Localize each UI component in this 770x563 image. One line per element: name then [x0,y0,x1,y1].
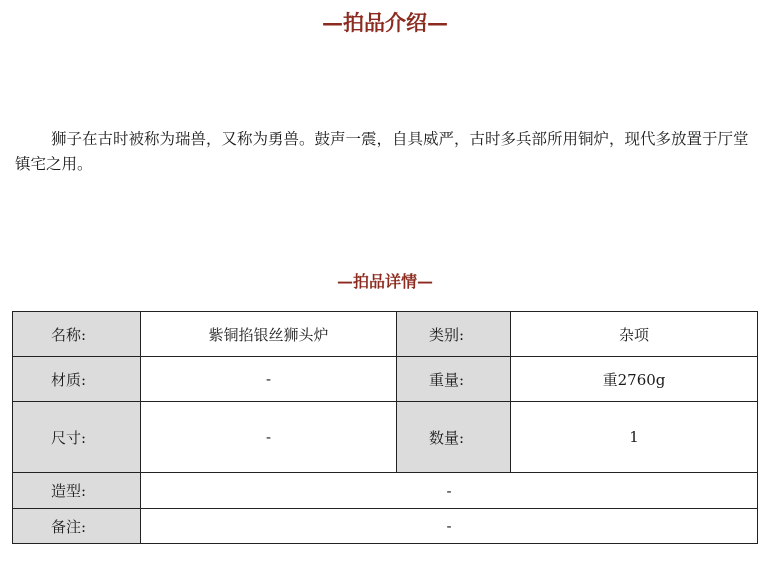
name-value: 紫铜掐银丝狮头炉 [141,312,397,357]
details-table [12,311,758,544]
weight-value: 重2760g [511,357,758,402]
table-row [13,509,758,544]
category-label: 类别: [397,312,511,357]
size-label: 尺寸: [13,402,141,473]
category-value: 杂项 [511,312,758,357]
page-title: —拍品介绍— [322,10,448,35]
details-title: —拍品详情— [336,272,433,291]
quantity-label: 数量: [397,402,511,473]
intro-paragraph: 狮子在古时被称为瑞兽，又称为勇兽。鼓声一震，自具威严，古时多兵部所用铜炉，现代多放置于厅堂镇宅之用。 [15,130,749,173]
table-row [13,402,758,473]
size-value: - [141,402,397,473]
material-label: 材质: [13,357,141,402]
table-row [13,473,758,509]
remarks-label: 备注: [13,509,141,544]
name-label: 名称: [13,312,141,357]
remarks-value: - [141,509,758,544]
material-value: - [141,357,397,402]
shape-label: 造型: [13,473,141,509]
weight-label: 重量: [397,357,511,402]
table-row [13,312,758,357]
table-row [13,357,758,402]
shape-value: - [141,473,758,509]
quantity-value: 1 [511,402,758,473]
